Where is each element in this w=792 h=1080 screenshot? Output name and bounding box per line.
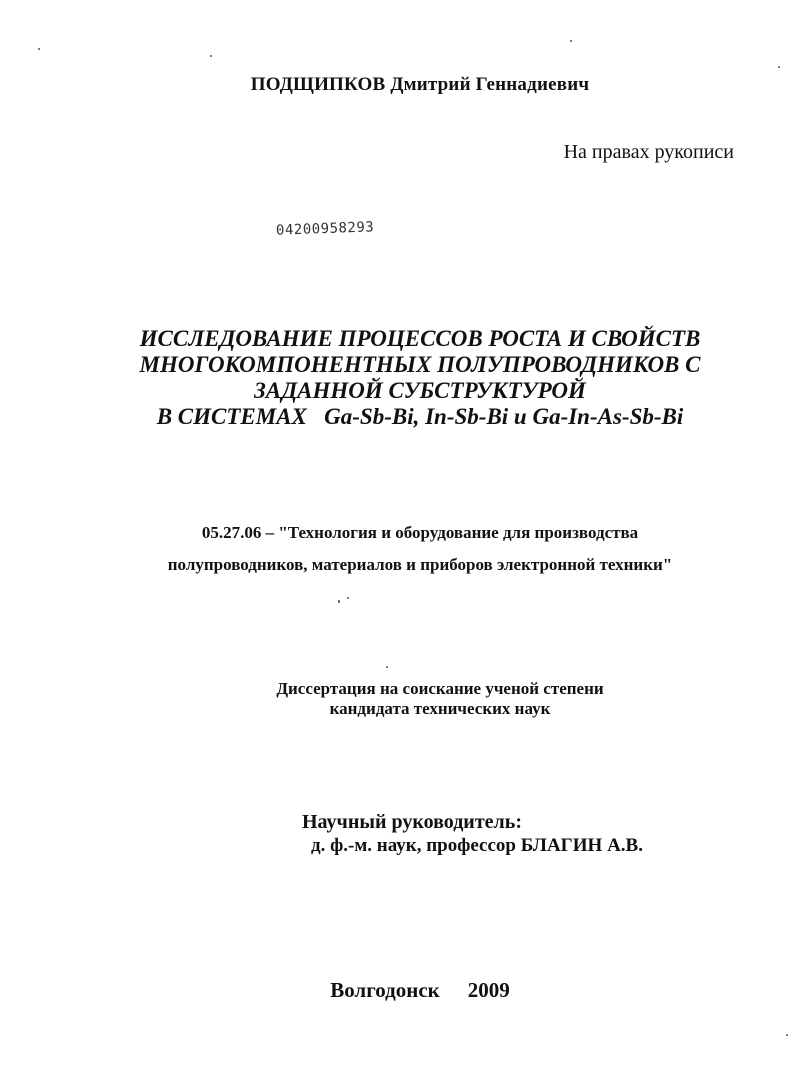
supervisor-label: Научный руководитель:	[302, 811, 522, 833]
title-line-4	[80, 404, 760, 430]
scan-speck	[570, 40, 572, 42]
degree	[170, 679, 710, 719]
scan-speck	[338, 600, 340, 603]
degree-line-1: Диссертация на соискание ученой степени	[276, 679, 604, 698]
rights-note: На правах рукописи	[563, 141, 734, 163]
title-line-1: ИССЛЕДОВАНИЕ ПРОЦЕССОВ РОСТА И СВОЙСТВ	[139, 326, 701, 351]
degree-line-2: кандидата технических наук	[329, 699, 551, 718]
scan-speck	[778, 66, 780, 68]
supervisor-name: д. ф.-м. наук, профессор БЛАГИН А.В.	[311, 835, 643, 856]
specialty-line-2: полупроводников, материалов и приборов электронной техники"	[167, 555, 673, 574]
place-and-year	[0, 978, 792, 1003]
scan-speck	[786, 1034, 788, 1036]
scan-speck	[347, 597, 349, 599]
specialty	[60, 517, 780, 581]
dissertation-title	[80, 326, 760, 430]
scan-speck	[386, 666, 388, 668]
scan-speck	[38, 48, 40, 50]
title-line-2: МНОГОКОМПОНЕНТНЫХ ПОЛУПРОВОДНИКОВ С	[139, 352, 701, 377]
specialty-line-1: 05.27.06 – "Технология и оборудование для производства	[201, 523, 639, 542]
title-systems: Ga-Sb-Bi, In-Sb-Bi и Ga-In-As-Sb-Bi	[324, 404, 684, 429]
title-systems-prefix: В СИСТЕМАХ	[156, 404, 307, 429]
year: 2009	[467, 978, 510, 1002]
title-line-3: ЗАДАННОЙ СУБСТРУКТУРОЙ	[254, 378, 586, 403]
scan-speck	[210, 55, 212, 57]
city: Волгодонск	[330, 978, 440, 1002]
author-name: ПОДЩИПКОВ Дмитрий Геннадиевич	[250, 74, 590, 95]
inventory-number: 04200958293	[275, 219, 375, 239]
